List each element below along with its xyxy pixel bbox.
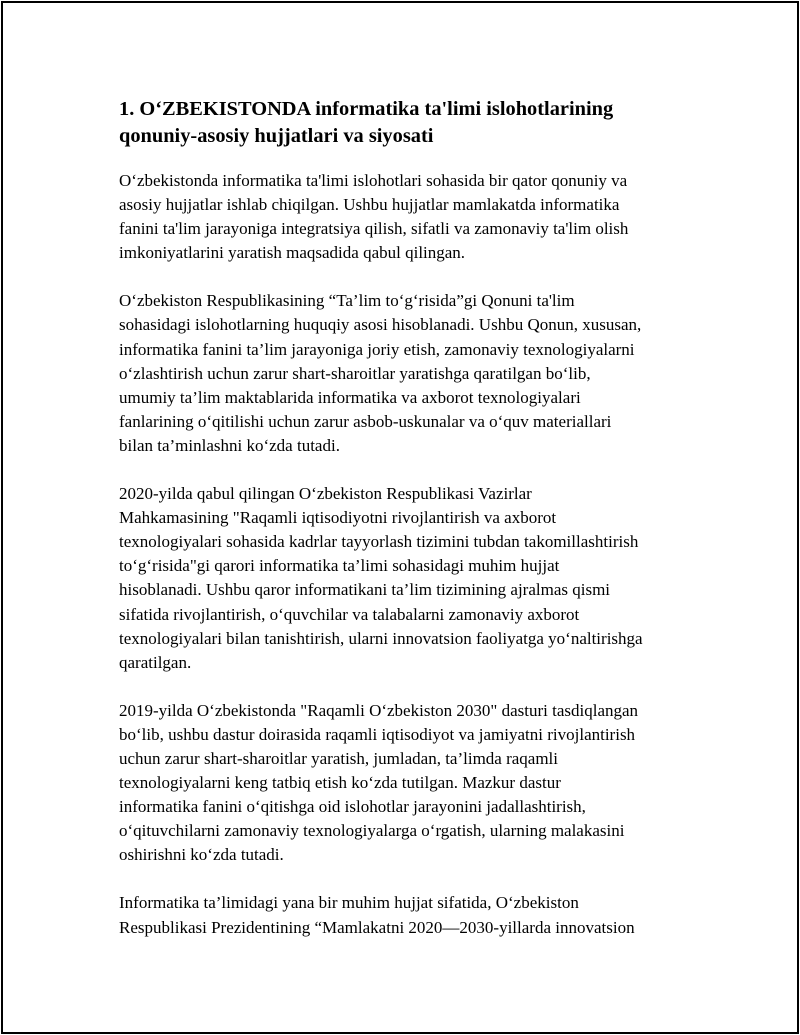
text-line: Mahkamasining "Raqamli iqtisodiyotni rivojlantirish va axborot: [119, 508, 557, 528]
text-line: sifatida rivojlantirish, o‘quvchilar va talabalarni zamonaviy axborot: [119, 604, 580, 624]
text-line: O‘zbekistonda informatika ta'limi islohotlari sohasida bir qator qonuniy va: [119, 171, 628, 190]
text-line: o‘qituvchilarni zamonaviy texnologiyalarga o‘rgatish, ularning malakasini: [119, 821, 625, 841]
section-heading: [119, 96, 719, 150]
text-line: texnologiyalari sohasida kadrlar tayyorlash tizimini tubdan takomillashtirish: [119, 532, 639, 552]
text-line: texnologiyalarni keng tatbiq etish ko‘zda tutilgan. Mazkur dastur: [119, 773, 561, 793]
paragraph-intro: [119, 169, 719, 265]
text-line: informatika fanini ta’lim jarayoniga joriy etish, zamonaviy texnologiyalarni: [119, 339, 635, 359]
document-body: [119, 96, 719, 964]
paragraph-cabinet-resolution: [119, 482, 719, 675]
text-line: 2019-yilda O‘zbekistonda "Raqamli O‘zbekiston 2030" dasturi tasdiqlangan: [119, 700, 639, 720]
text-line: Respublikasi Prezidentining “Mamlakatni 2020—2030-yillarda innovatsion: [119, 917, 635, 937]
text-line: to‘g‘risida"gi qarori informatika ta’limi sohasidagi muhim hujjat: [119, 556, 560, 576]
text-line: informatika fanini o‘qitishga oid islohotlar jarayonini jadallashtirish,: [119, 797, 586, 817]
text-line: hisoblanadi. Ushbu qaror informatikani ta’lim tizimining ajralmas qismi: [119, 580, 611, 600]
text-line: sohasidagi islohotlarning huquqiy asosi hisoblanadi. Ushbu Qonun, xususan,: [119, 315, 642, 335]
heading-line: 1. O‘ZBEKISTONDA informatika ta'limi islohotlarining: [119, 98, 614, 120]
text-line: bo‘lib, ushbu dastur doirasida raqamli iqtisodiyot va jamiyatni rivojlantirish: [119, 724, 636, 744]
text-line: qaratilgan.: [119, 652, 192, 672]
text-line: uchun zarur shart-sharoitlar yaratish, jumladan, ta’limda raqamli: [119, 748, 559, 768]
text-line: fanini ta'lim jarayoniga integratsiya qilish, sifatli va zamonaviy ta'lim olish: [119, 219, 629, 239]
paragraph-education-law: [119, 289, 719, 458]
paragraph-digital-uzbekistan: [119, 699, 719, 868]
text-line: Informatika ta’limidagi yana bir muhim hujjat sifatida, O‘zbekiston: [119, 893, 579, 913]
text-line: texnologiyalari bilan tanishtirish, ularni innovatsion faoliyatga yo‘naltirishga: [119, 628, 643, 648]
heading-line: qonuniy-asosiy hujjatlari va siyosati: [119, 125, 434, 147]
text-line: asosiy hujjatlar ishlab chiqilgan. Ushbu hujjatlar mamlakatda informatika: [119, 195, 620, 215]
text-line: 2020-yilda qabul qilingan O‘zbekiston Respublikasi Vazirlar: [119, 484, 532, 504]
text-line: oshirishni ko‘zda tutadi.: [119, 845, 284, 865]
text-line: fanlarining o‘qitilishi uchun zarur asbob-uskunalar va o‘quv materiallari: [119, 411, 612, 431]
text-line: imkoniyatlarini yaratish maqsadida qabul qilingan.: [119, 243, 466, 263]
document-page: [1, 1, 799, 1034]
paragraph-presidential-decree: [119, 891, 719, 939]
text-line: o‘zlashtirish uchun zarur shart-sharoitlar yaratishga qaratilgan bo‘lib,: [119, 363, 591, 383]
text-line: umumiy ta’lim maktablarida informatika va axborot texnologiyalari: [119, 387, 581, 407]
text-line: bilan ta’minlashni ko‘zda tutadi.: [119, 435, 340, 455]
text-line: O‘zbekiston Respublikasining “Ta’lim to‘g‘risida”gi Qonuni ta'lim: [119, 291, 575, 311]
